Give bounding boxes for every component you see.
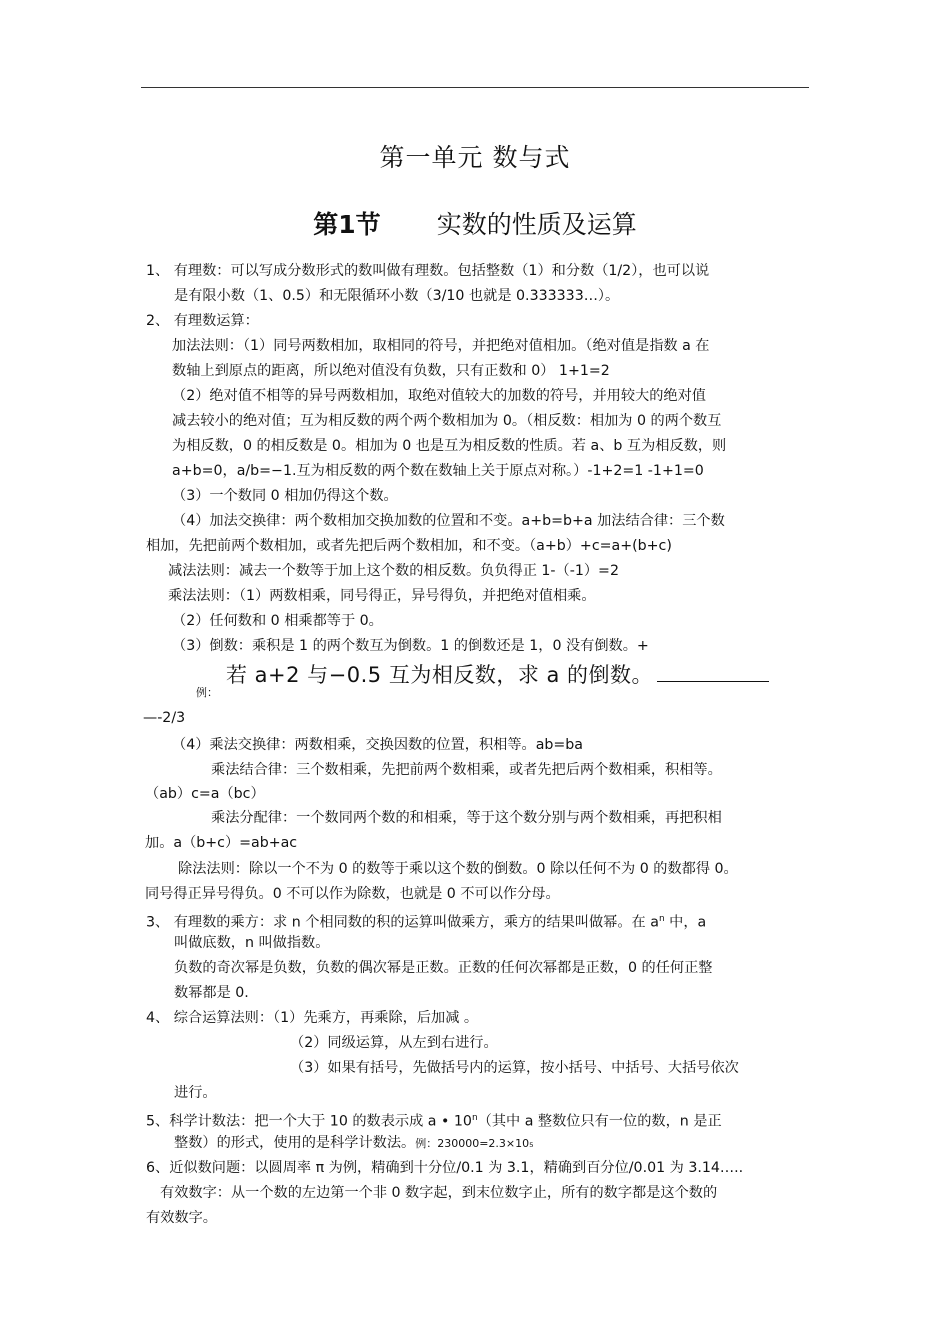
text-line: （ab）c=a（bc） [145, 786, 265, 802]
text-line: —-2/3 [143, 710, 186, 726]
text-line: 除法法则：除以一个不为 0 的数等于乘以这个数的倒数。0 除以任何不为 0 的数都得 0。 [178, 861, 738, 877]
text-line: 为相反数，0 的相反数是 0。相加为 0 也是互为相反数的性质。若 a、b 互为相反数，则 [172, 438, 727, 454]
text-line: （3）如果有括号，先做括号内的运算，按小括号、中括号、大括号依次 [290, 1060, 739, 1076]
text-line: 1、 有理数：可以写成分数形式的数叫做有理数。包括整数（1）和分数（1/2），也可以说 [146, 263, 710, 279]
text-line: 进行。 [174, 1085, 217, 1101]
text-line: 乘法分配律：一个数同两个数的和相乘，等于这个数分别与两个数相乘，再把积相 [211, 810, 722, 826]
answer-blank [657, 681, 769, 682]
text-line: 叫做底数，n 叫做指数。 [174, 935, 330, 951]
section-title-text: 实数的性质及运算 [436, 210, 637, 239]
text-line: （4）加法交换律：两个数相加交换加数的位置和不变。a+b=b+a 加法结合律：三个数 [172, 513, 725, 529]
text-line: 数轴上到原点的距离，所以绝对值没有负数，只有正数和 0） 1+1=2 [172, 363, 610, 379]
text-line: 3、 有理数的乘方：求 n 个相同数的积的运算叫做乘方，乘方的结果叫做幂。在 $a^n$ 中，a [146, 914, 707, 931]
section-title [0, 205, 950, 241]
sci-example: 例：230000=2.3×10₅ [415, 1137, 534, 1150]
text-line: （3）倒数：乘积是 1 的两个数互为倒数。1 的倒数还是 1，0 没有倒数。+ [172, 638, 649, 654]
text-line: 6、近似数问题：以圆周率 π 为例，精确到十分位/0.1 为 3.1，精确到百分位/0.01 为 3.14….. [146, 1160, 744, 1176]
text-line: 有效数字：从一个数的左边第一个非 0 数字起，到末位数字止，所有的数字都是这个数的 [160, 1185, 718, 1201]
text-line: 加法法则：（1）同号两数相加，取相同的符号，并把绝对值相加。（绝对值是指数 a 在 [172, 338, 710, 354]
text-line: （2）任何数和 0 相乘都等于 0。 [172, 613, 383, 629]
text-line: 2、 有理数运算： [146, 313, 259, 329]
text-line: 负数的奇次幂是负数，负数的偶次幂是正数。正数的任何次幂都是正数，0 的任何正整 [174, 960, 713, 976]
text-line: 加。a（b+c）=ab+ac [145, 835, 298, 851]
text-line: 是有限小数（1、0.5）和无限循环小数（3/10 也就是 0.333333…）。 [174, 288, 620, 304]
text-line: 减法法则：减去一个数等于加上这个数的相反数。负负得正 1-（-1）=2 [168, 563, 619, 579]
unit-title: 第一单元 数与式 [379, 143, 571, 172]
text-line: 同号得正异号得负。0 不可以作为除数，也就是 0 不可以作分母。 [145, 886, 560, 902]
text-line: a+b=0，a/b=−1.互为相反数的两个数在数轴上关于原点对称。）-1+2=1 -1+1=0 [172, 463, 704, 479]
text-line: 数幂都是 0. [174, 985, 249, 1001]
header-rule [141, 87, 809, 88]
example-question: 若 a+2 与−0.5 互为相反数，求 a 的倒数。 [226, 660, 769, 690]
text-line: 乘法法则：（1）两数相乘，同号得正，异号得负，并把绝对值相乘。 [168, 588, 596, 604]
text-line: （4）乘法交换律：两数相乘，交换因数的位置，积相等。ab=ba [172, 737, 584, 753]
text-line: （2）同级运算，从左到右进行。 [290, 1035, 498, 1051]
text-line: 减去较小的绝对值；互为相反数的两个两个数相加为 0。（相反数：相加为 0 的两个数互 [172, 413, 722, 429]
text-line: （2）绝对值不相等的异号两数相加，取绝对值较大的加数的符号，并用较大的绝对值 [172, 388, 706, 404]
example-label: 例： [196, 686, 218, 699]
section-number: 第1节 [313, 210, 381, 239]
text-line: 整数）的形式，使用的是科学计数法。例：230000=2.3×10₅ [174, 1135, 534, 1151]
text-line: 5、科学计数法：把一个大于 10 的数表示成 a • 10$^n$（其中 a 整数位只有一位的数，n 是正 [146, 1113, 722, 1130]
text-line: 相加，先把前两个数相加，或者先把后两个数相加，和不变。（a+b）+c=a+(b+c) [146, 538, 672, 554]
text-line: 乘法结合律：三个数相乘，先把前两个数相乘，或者先把后两个数相乘，积相等。 [211, 762, 722, 778]
text-line: 4、 综合运算法则：（1）先乘方，再乘除，后加减 。 [146, 1010, 479, 1026]
text-line: 有效数字。 [146, 1210, 217, 1226]
text-line: （3）一个数同 0 相加仍得这个数。 [172, 488, 398, 504]
